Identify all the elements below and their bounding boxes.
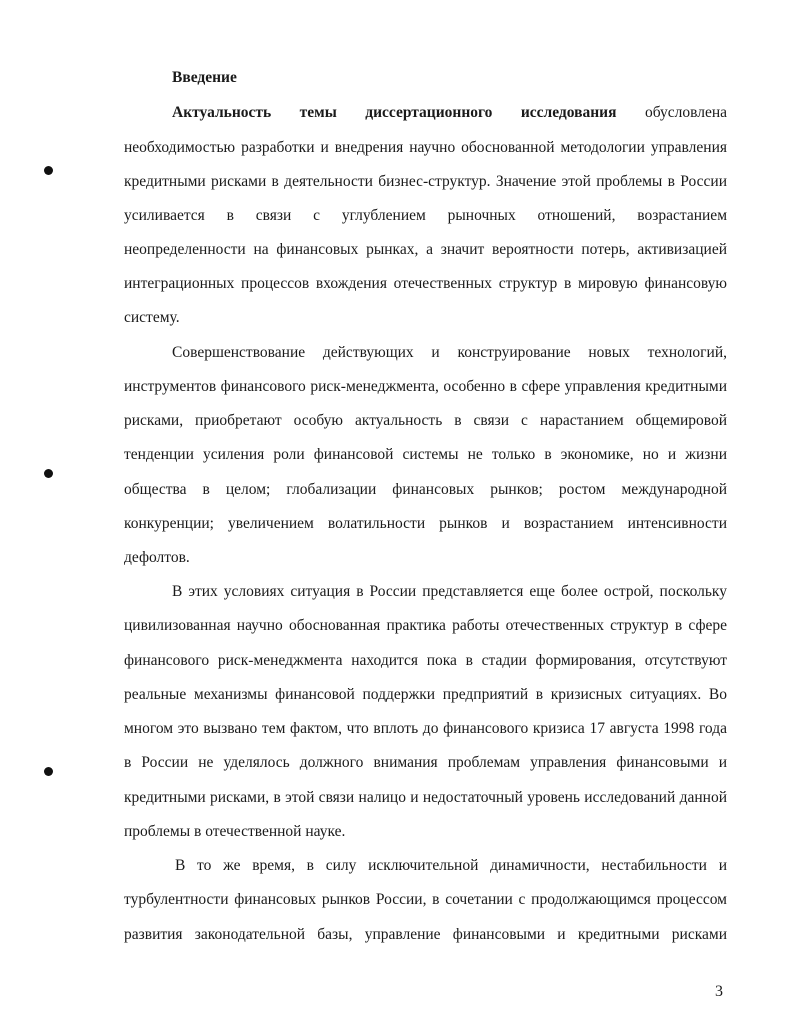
punch-hole-icon bbox=[44, 469, 53, 478]
paragraph-line: В то же время, в силу исключительной динамичности, нестабильности и bbox=[175, 857, 727, 874]
paragraph-line: рисками, приобретают особую актуальность в связи с нарастанием общемировой bbox=[124, 412, 727, 429]
paragraph-line: кредитными рисками в деятельности бизнес-структур. Значение этой проблемы в России bbox=[124, 173, 727, 190]
punch-hole-icon bbox=[44, 166, 53, 175]
punch-hole-icon bbox=[44, 767, 53, 776]
paragraph-line: конкуренции; увеличением волатильности рынков и возрастанием интенсивности bbox=[124, 515, 727, 532]
paragraph-line: усиливается в связи с углублением рыночных отношений, возрастанием bbox=[124, 207, 727, 224]
paragraph-line: финансового риск-менеджмента находится пока в стадии формирования, отсутствуют bbox=[124, 652, 727, 669]
topic-relevance-label: Актуальность темы диссертационного исследования bbox=[172, 104, 617, 121]
paragraph-line: реальные механизмы финансовой поддержки предприятий в кризисных ситуациях. Во bbox=[124, 686, 727, 703]
paragraph-text: обусловлена bbox=[644, 104, 728, 121]
paragraph-line: цивилизованная научно обоснованная практика работы отечественных структур в сфере bbox=[124, 617, 727, 634]
page-number: 3 bbox=[715, 983, 723, 1000]
paragraph-line: тенденции усиления роли финансовой системы не только в экономике, но и жизни bbox=[124, 446, 727, 463]
paragraph-line: дефолтов. bbox=[124, 549, 190, 566]
paragraph-line: необходимостью разработки и внедрения научно обоснованной методологии управления bbox=[124, 139, 727, 156]
paragraph-line: в России не уделялось должного внимания проблемам управления финансовыми и bbox=[124, 754, 727, 771]
paragraph-line: систему. bbox=[124, 309, 180, 326]
paragraph-line: В этих условиях ситуация в России представляется еще более острой, поскольку bbox=[172, 583, 727, 600]
paragraph-line: интеграционных процессов вхождения отечественных структур в мировую финансовую bbox=[124, 275, 727, 292]
paragraph-line bbox=[172, 103, 727, 123]
paragraph-line: Совершенствование действующих и конструирование новых технологий, bbox=[172, 344, 727, 361]
paragraph-line: многом это вызвано тем фактом, что вплоть до финансового кризиса 17 августа 1998 года bbox=[124, 720, 727, 737]
paragraph-line: инструментов финансового риск-менеджмента, особенно в сфере управления кредитными bbox=[124, 378, 727, 395]
section-heading: Введение bbox=[172, 69, 237, 86]
paragraph-line: неопределенности на финансовых рынках, а значит вероятности потерь, активизацией bbox=[124, 241, 727, 258]
paragraph-line: развития законодательной базы, управление финансовыми и кредитными рисками bbox=[124, 926, 727, 943]
paragraph-line: проблемы в отечественной науке. bbox=[124, 823, 346, 840]
paragraph-line: общества в целом; глобализации финансовых рынков; ростом международной bbox=[124, 481, 727, 498]
paragraph-line: турбулентности финансовых рынков России, в сочетании с продолжающимся процессом bbox=[124, 891, 727, 908]
paragraph-line: кредитными рисками, в этой связи налицо и недостаточный уровень исследований данной bbox=[124, 789, 727, 806]
